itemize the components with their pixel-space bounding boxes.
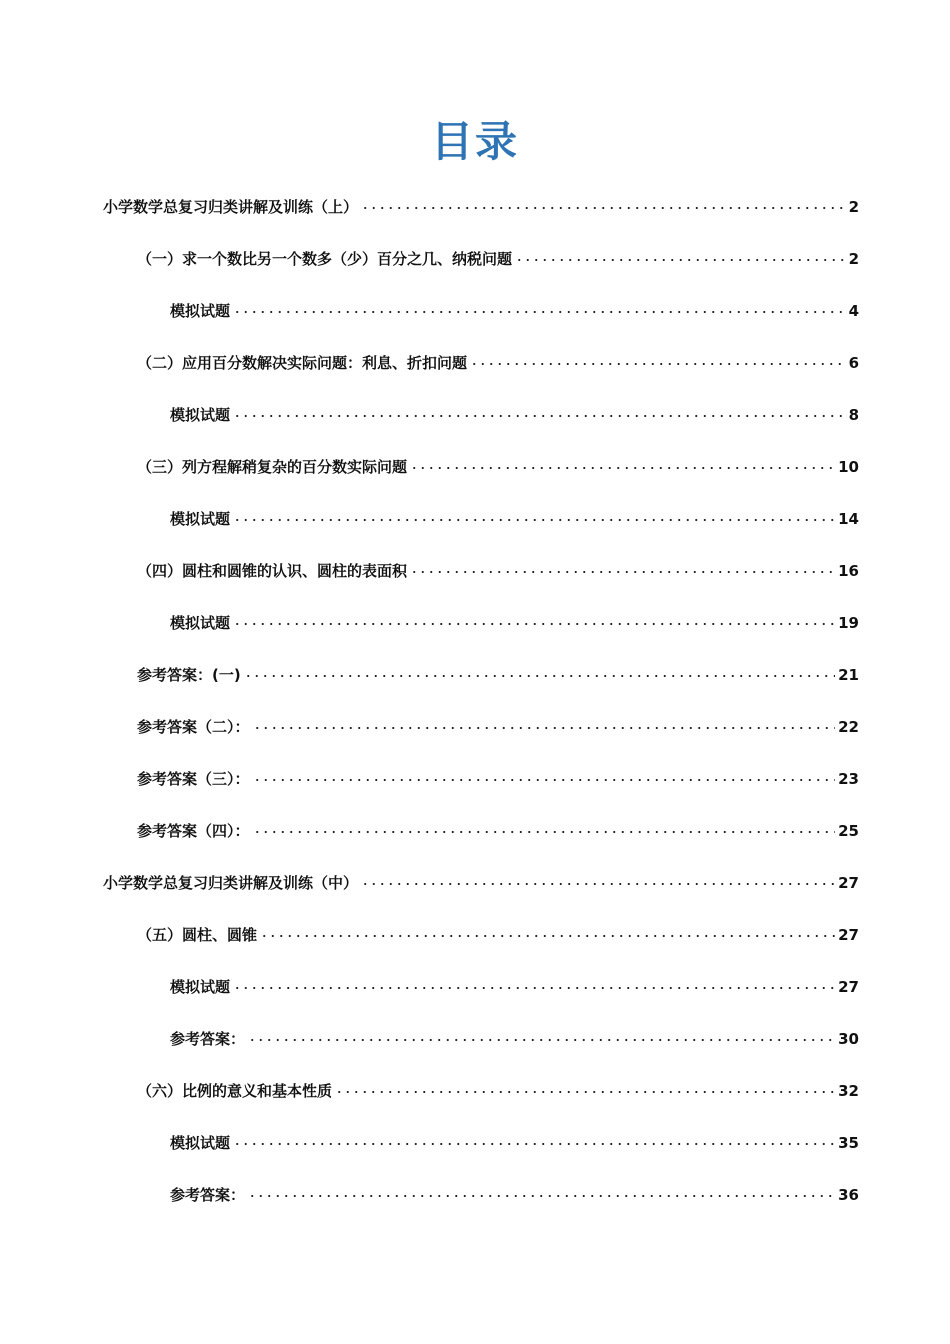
toc-entry[interactable] bbox=[137, 812, 859, 840]
toc-dot-leader bbox=[248, 1020, 835, 1044]
toc-entry[interactable] bbox=[170, 292, 859, 320]
toc-page-number: 22 bbox=[838, 718, 859, 736]
toc-entry[interactable] bbox=[103, 864, 859, 892]
toc-entry[interactable] bbox=[137, 344, 859, 372]
toc-dot-leader bbox=[361, 188, 846, 212]
toc-dot-leader bbox=[470, 344, 846, 368]
toc-page-number: 2 bbox=[848, 198, 859, 216]
page-title: 目录 bbox=[430, 117, 519, 166]
toc-dot-leader bbox=[233, 604, 835, 628]
toc-page-number: 19 bbox=[838, 614, 859, 632]
toc-entry-text: 模拟试题 bbox=[170, 1134, 231, 1152]
toc-dot-leader bbox=[361, 864, 835, 888]
toc-dot-leader bbox=[335, 1072, 835, 1096]
toc-dot-leader bbox=[248, 1176, 835, 1200]
toc-entry-text: （二）应用百分数解决实际问题：利息、折扣问题 bbox=[137, 354, 468, 372]
toc-entry-text: 模拟试题 bbox=[170, 978, 231, 996]
toc-entry[interactable] bbox=[137, 656, 859, 684]
toc-entry[interactable] bbox=[137, 760, 859, 788]
toc-dot-leader bbox=[253, 812, 836, 836]
toc-dot-leader bbox=[233, 1124, 835, 1148]
toc-entry-text: 参考答案（三）： bbox=[137, 770, 250, 788]
toc-entry-text: 参考答案（四）： bbox=[137, 822, 250, 840]
toc-dot-leader bbox=[244, 656, 835, 680]
toc-entry-text: 小学数学总复习归类讲解及训练（上） bbox=[103, 198, 359, 216]
toc-dot-leader bbox=[233, 292, 846, 316]
toc-entry[interactable] bbox=[103, 188, 859, 216]
toc-page-number: 4 bbox=[848, 302, 859, 320]
toc-entry[interactable] bbox=[170, 1124, 859, 1152]
toc-dot-leader bbox=[233, 500, 835, 524]
toc-entry-text: 模拟试题 bbox=[170, 302, 231, 320]
toc-dot-leader bbox=[253, 708, 836, 732]
toc-dot-leader bbox=[410, 448, 835, 472]
toc-dot-leader bbox=[260, 916, 835, 940]
toc-dot-leader bbox=[410, 552, 835, 576]
toc-page-number: 2 bbox=[848, 250, 859, 268]
toc-entry-text: 参考答案：(一) bbox=[137, 666, 241, 684]
toc-entry-text: 模拟试题 bbox=[170, 406, 231, 424]
toc-dot-leader bbox=[233, 968, 835, 992]
toc-entry-text: （五）圆柱、圆锥 bbox=[137, 926, 258, 944]
toc-entry-text: （一）求一个数比另一个数多（少）百分之几、纳税问题 bbox=[137, 250, 513, 268]
toc-page-number: 21 bbox=[838, 666, 859, 684]
toc-entry-text: 小学数学总复习归类讲解及训练（中） bbox=[103, 874, 359, 892]
toc-entry-text: 模拟试题 bbox=[170, 510, 231, 528]
toc-page-number: 8 bbox=[848, 406, 859, 424]
toc-page-number: 27 bbox=[838, 874, 859, 892]
toc-entry[interactable] bbox=[170, 500, 859, 528]
toc-entry[interactable] bbox=[170, 968, 859, 996]
toc-entry[interactable] bbox=[170, 1176, 859, 1204]
toc-page-number: 14 bbox=[838, 510, 859, 528]
toc-dot-leader bbox=[515, 240, 846, 264]
toc-entry[interactable] bbox=[137, 552, 859, 580]
toc-page-number: 27 bbox=[838, 926, 859, 944]
toc-page-number: 27 bbox=[838, 978, 859, 996]
toc-entry[interactable] bbox=[170, 604, 859, 632]
toc-entry-text: （四）圆柱和圆锥的认识、圆柱的表面积 bbox=[137, 562, 408, 580]
toc-entry[interactable] bbox=[137, 448, 859, 476]
toc-page-number: 30 bbox=[838, 1030, 859, 1048]
toc-entry-text: 参考答案： bbox=[170, 1186, 246, 1204]
toc-entry[interactable] bbox=[137, 916, 859, 944]
toc-entry[interactable] bbox=[137, 708, 859, 736]
toc-entry[interactable] bbox=[137, 240, 859, 268]
toc-entry-text: 参考答案： bbox=[170, 1030, 246, 1048]
toc-page-number: 6 bbox=[848, 354, 859, 372]
toc-entry[interactable] bbox=[137, 1072, 859, 1100]
toc-page-number: 23 bbox=[838, 770, 859, 788]
toc-entry-text: 模拟试题 bbox=[170, 614, 231, 632]
toc-entry[interactable] bbox=[170, 1020, 859, 1048]
toc-page-number: 32 bbox=[838, 1082, 859, 1100]
toc-dot-leader bbox=[253, 760, 836, 784]
toc-page-number: 36 bbox=[838, 1186, 859, 1204]
toc-entry-text: （三）列方程解稍复杂的百分数实际问题 bbox=[137, 458, 408, 476]
toc-page-number: 25 bbox=[838, 822, 859, 840]
toc-entry[interactable] bbox=[170, 396, 859, 424]
toc-entry-text: 参考答案（二）： bbox=[137, 718, 250, 736]
toc-page-number: 16 bbox=[838, 562, 859, 580]
toc-dot-leader bbox=[233, 396, 846, 420]
toc-page-number: 35 bbox=[838, 1134, 859, 1152]
toc-page-number: 10 bbox=[838, 458, 859, 476]
toc-entry-text: （六）比例的意义和基本性质 bbox=[137, 1082, 333, 1100]
